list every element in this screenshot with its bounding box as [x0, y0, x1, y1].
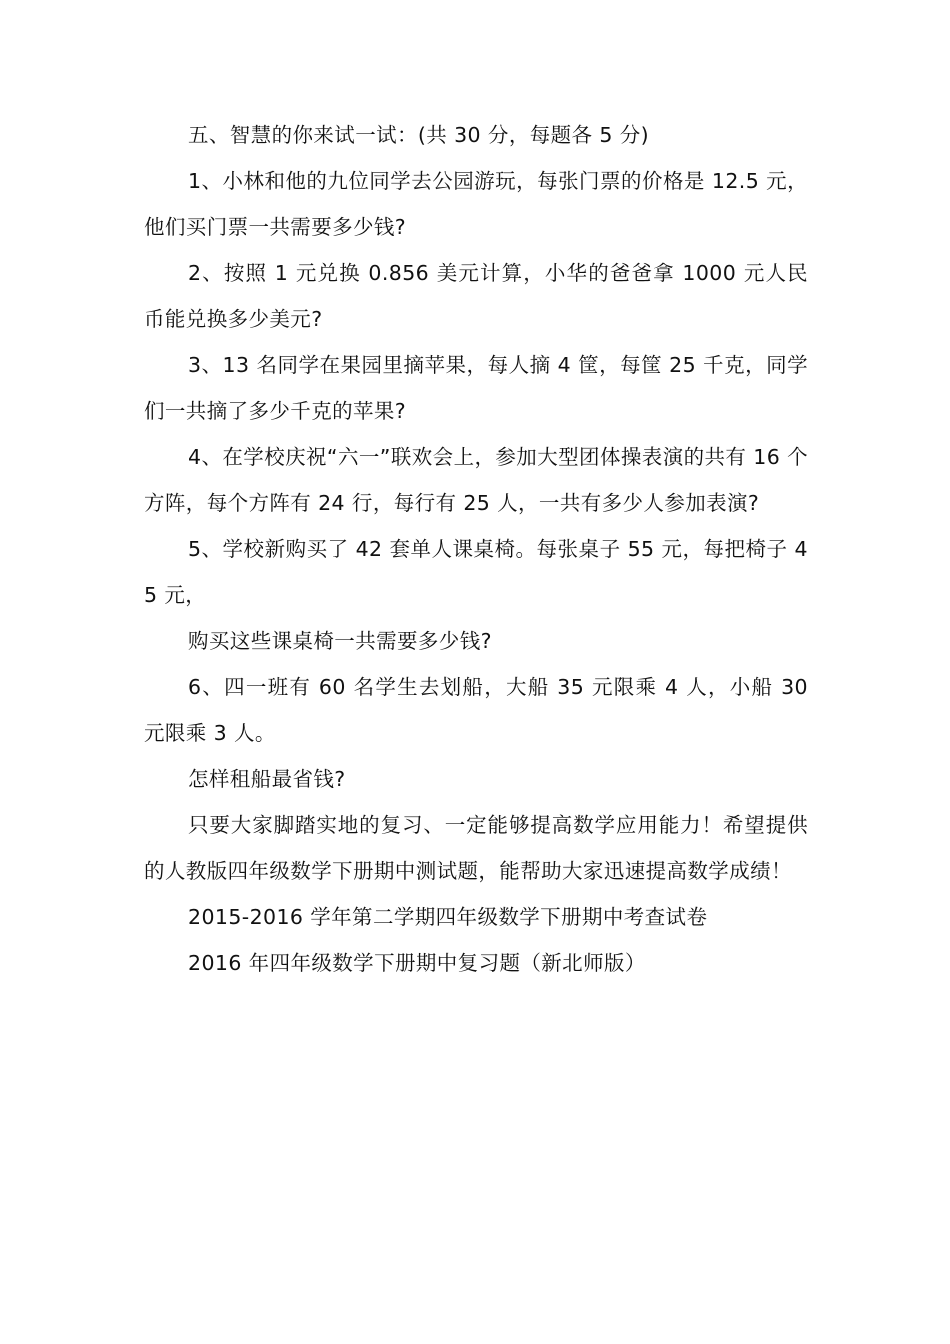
question-5-part2: 购买这些课桌椅一共需要多少钱? — [188, 629, 492, 653]
related-link-1: 2015-2016 学年第二学期四年级数学下册期中考查试卷 — [188, 905, 708, 929]
question-1: 1、小林和他的九位同学去公园游玩，每张门票的价格是 12.5 元，他们买门票一共需要多少钱? — [144, 169, 808, 239]
question-6-part2: 怎样租船最省钱? — [188, 767, 346, 791]
related-link-2: 2016 年四年级数学下册期中复习题（新北师版） — [188, 951, 646, 975]
question-3: 3、13 名同学在果园里摘苹果，每人摘 4 筐，每筐 25 千克，同学们一共摘了多少千克的苹果? — [144, 353, 808, 423]
section-heading: 五、智慧的你来试一试：(共 30 分，每题各 5 分) — [188, 123, 649, 147]
question-2: 2、按照 1 元兑换 0.856 美元计算，小华的爸爸拿 1000 元人民币能兑换多少美元? — [144, 261, 808, 331]
closing-paragraph: 只要大家脚踏实地的复习、一定能够提高数学应用能力！希望提供的人教版四年级数学下册期中测试题，能帮助大家迅速提高数学成绩！ — [144, 813, 808, 883]
question-4: 4、在学校庆祝“六一”联欢会上，参加大型团体操表演的共有 16 个方阵，每个方阵有 24 行，每行有 25 人，一共有多少人参加表演? — [144, 445, 808, 515]
question-5-part1: 5、学校新购买了 42 套单人课桌椅。每张桌子 55 元，每把椅子 45 元， — [144, 537, 808, 607]
question-6-part1: 6、四一班有 60 名学生去划船，大船 35 元限乘 4 人，小船 30 元限乘 3 人。 — [144, 675, 808, 745]
document-body — [144, 112, 808, 986]
